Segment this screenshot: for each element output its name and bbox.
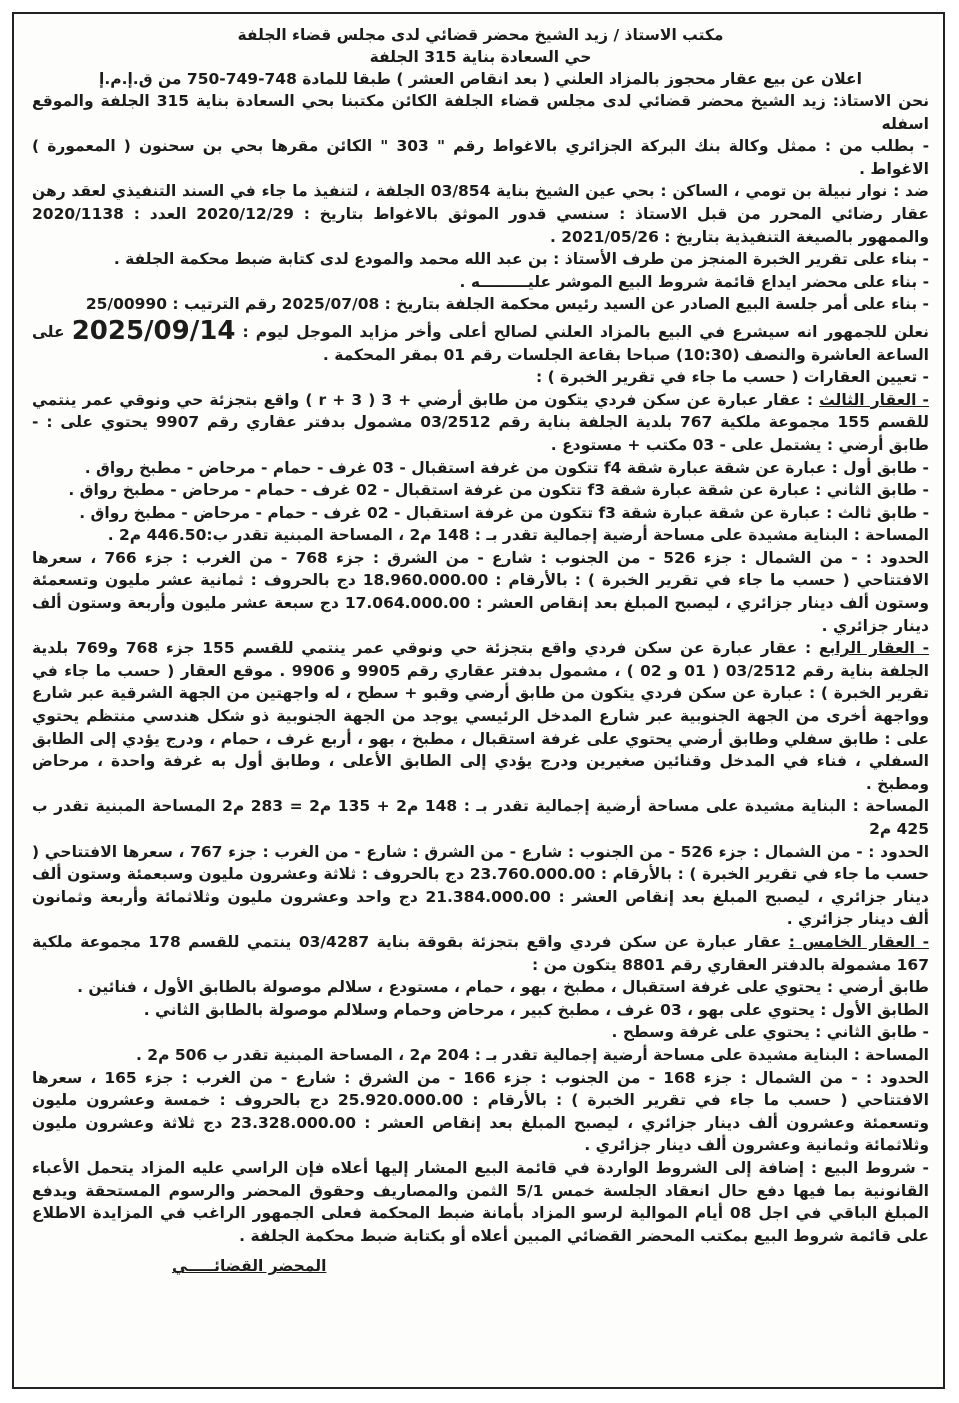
property-4-area: المساحة : البناية مشيدة على مساحة أرضية إجمالية تقدر بـ : 148 م2 + 135 م2 = 283 م2 المساحة المبنية تقدر ب 425 م2	[32, 797, 930, 838]
property-3-title: - العقار الثالث	[819, 390, 929, 409]
office-title: مكتب الاستاذ / زيد الشيخ محضر قضائي لدى مجلس قضاء الجلفة	[237, 26, 724, 44]
announcement-title: اعلان عن بيع عقار محجوز بالمزاد العلني ( بعد انقاص العشر ) طبقا للمادة 748-749-750 من ق.إ.م.إ	[99, 70, 862, 88]
property-5-bounds-price: الحدود : - من الشمال : جزء 168 - من الجنوب : جزء 166 - من الشرق : شارع - من الغرب : جزء 165 ، سعرها الافتتاحي ( حسب ما جاء في تقرير الخبرة ) : بالأرقام : 25.920.000.00 دج بالحروف : خمسة وعشرون مليون وتسعمئة وعشرون ألف دينار جزائري ، ليصبح المبلغ بعد إنقاص العشر : 23.328.000.00 دج ثلاثة وعشرون مليون وثلاثمائة وثمانية وعشرون ألف دينار جزائري .	[32, 1068, 929, 1155]
property-4-bounds-price: الحدود : - من الشمال : جزء 526 - من الجنوب : شارع - من الشرق : شارع - من الغرب : جزء 767 ، سعرها الافتتاحي ( حسب ما جاء في تقرير الخبرة ) : بالأرقام : 23.760.000.00 دج بالحروف : ثلاثة وعشرون مليون وسبعمئة وستون ألف دينار جزائري ، ليصبح المبلغ بعد إنقاص العشر : 21.384.000.00 دج واحد وعشرون مليون وثلاثمائة وأربعة وثمانون ألف دينار جزائري .	[32, 842, 930, 929]
property-3-floor-3: - طابق ثالث : عبارة عن شقة عبارة شقة f3 تتكون من غرفة استقبال - 02 غرف - حمام - مرحاض - مطبخ رواق .	[79, 503, 929, 522]
office-address: حي السعادة بناية 315 الجلفة	[369, 48, 592, 66]
property-4-lead: : عقار عبارة عن سكن فردي واقع بتجزئة حي ونوقي عمر ينتمي للقسم 155 جزء 768 و769 بلدية الجلفة بناية رقم 03/2512 ( 01 و 02 ) ، مشمول بدفتر عقاري رقم 9905 و 9906 . موقع العقار ( حسب ما جاء في تقرير الخبرة ) : عبارة عن سكن فردي يتكون من طابق أرضي وقبو + سطح ، له واجهتين من الجهة الشرقية عبر شارع وواجهة أخرى من الجهة الجنوبية عبر شارع المدخل الرئيسي يوجد من الجهة الجنوبية ذو شكل هندسي منتظم يحتوي على : طابق سفلي وطابق أرضي يحتوي على غرفة استقبال ، مطبخ ، بهو ، أربع غرف ، حمام ، ودرج يؤدي إلى الطابق السفلي ، فناء في المدخل وقنائين صغيرين ودرج يؤدي إلى الطابق الأعلى ، وطابق أول به غرفة واحدة ، مرحاض ومطبخ .	[32, 639, 929, 793]
property-5-title: - العقار الخامس :	[788, 932, 930, 951]
property-5-ground-floor: طابق أرضي : يحتوي على غرفة استقبال ، مطبخ ، بهو ، حمام ، مستودع ، سلالم موصولة بالطابق الأول ، فنائين .	[77, 978, 929, 997]
property-3-description	[32, 389, 929, 457]
announcement-content	[32, 24, 929, 1275]
property-5-description	[32, 931, 929, 976]
sale-date: 2025/09/14	[71, 315, 236, 346]
property-5-first-floor: الطابق الأول : يحتوي على بهو ، 03 غرف ، مطبخ كبير ، مرحاض وحمام وسلالم موصولة بالطابق الثاني .	[143, 1000, 929, 1019]
sale-conditions: - شروط البيع : إضافة إلى الشروط الواردة في قائمة البيع المشار إليها أعلاه فإن الراسي عليه المزاد يتحمل الأعباء القانونية بما فيها دفع حال انعقاد الجلسة خمس 5/1 الثمن والمصاريف وحقوق المحضر والرسوم المستحقة ويدفع المبلغ الباقي في اجل 08 أيام الموالية لرسو المزاد بأمانة ضبط المحكمة فعلى الجمهور الراغب في المزايدة الاطلاع على قائمة شروط البيع بمكتب المحضر القضائي المبين أعلاه أو بكتابة ضبط محكمة الجلفة .	[32, 1158, 929, 1245]
sale-text-after: على الساعة العاشرة والنصف (10:30) صباحا بقاعة الجلسات رقم 01 بمقر المحكمة .	[32, 322, 929, 364]
signature-label: المحضر القضائـــــي	[172, 1257, 327, 1276]
property-3-area: المساحة : البناية مشيدة على مساحة أرضية إجمالية تقدر بـ : 148 م2 ، المساحة المبنية تقدر ب:446.50 م2 .	[107, 526, 929, 545]
property-3-lead: : عقار عبارة عن سكن فردي يتكون من طابق أرضي + 3 ( 3 + r ) واقع بتجزئة حي ونوقي عمر ينتمي للقسم 155 مجموعة ملكية 767 بلدية الجلفة بناية رقم 03/2512 مشمول بدفتر عقاري رقم 9907 يحتوي على : - طابق أرضي : يشتمل على - 03 مكتب + مستودع .	[32, 390, 929, 454]
properties-designation: - تعيين العقارات ( حسب ما جاء في تقرير الخبرة ) :	[535, 368, 929, 387]
sale-paragraph	[32, 315, 929, 366]
property-3-floor-1: - طابق أول : عبارة عن شقة عبارة شقة f4 تتكون من غرفة استقبال - 03 غرف - حمام - مرحاض - مطبخ رواق .	[84, 458, 929, 477]
signature-block	[32, 1257, 929, 1275]
property-5-area: المساحة : البناية مشيدة على مساحة أرضية إجمالية تقدر بـ : 204 م2 ، المساحة المبنية تقدر ب 506 م2 .	[135, 1045, 929, 1064]
intro-expertise: - بناء على تقرير الخبرة المنجز من طرف الأستاذ : بن عبد الله محمد والمودع لدى كتابة ضبط محكمة الجلفة .	[113, 250, 929, 269]
sale-text-before: نعلن للجمهور انه سيشرع في البيع بالمزاد العلني لصالح أعلى وأخر مزايد الموجل ليوم :	[235, 322, 929, 341]
intro-requester: - بطلب من : ممثل وكالة بنك البركة الجزائري بالاغواط رقم " 303 " الكائن مقرها بحي بن سحنون ( المعمورة ) الاغواط .	[32, 137, 930, 178]
property-5-lead: عقار عبارة عن سكن فردي واقع بتجزئة بقوقة بناية 03/4287 ينتمي للقسم 178 مجموعة ملكية 167 مشمولة بالدفتر العقاري رقم 8801 يتكون من :	[32, 932, 929, 974]
intro-deposit: - بناء على محضر ايداع قائمة شروط البيع الموشر عليـــــــــه .	[459, 272, 929, 291]
property-3-bounds-price: الحدود : - من الشمال : جزء 526 - من الجنوب : شارع - من الشرق : جزء 768 - من الغرب : جزء 766 ، سعرها الافتتاحي ( حسب ما جاء في تقرير الخبرة ) : بالأرقام : 18.960.000.00 دج بالحروف : ثمانية عشر مليون وتسعمئة وستون ألف دينار جزائري ، ليصبح المبلغ بعد إنقاص العشر : 17.064.000.00 دج سبعة عشر مليون وأربعة وستون ألف دينار جزائري .	[32, 548, 930, 635]
intro-order: - بناء على أمر جلسة البيع الصادر عن السيد رئيس محكمة الجلفة بتاريخ : 2025/07/08 رقم الترتيب : 25/00990	[85, 295, 929, 314]
intro-bailiff: نحن الاستاذ: زيد الشيخ محضر قضائي لدى مجلس قضاء الجلفة الكائن مكتبنا بحي السعادة بناية 315 الجلفة والموقع اسفله	[32, 92, 930, 133]
property-5-second-floor: - طابق الثاني : يحتوي على غرفة وسطح .	[611, 1023, 929, 1042]
property-4-description	[32, 637, 929, 795]
property-4-title: - العقار الرابع	[818, 639, 930, 658]
property-3-floor-2: - طابق الثاني : عبارة عن شقة عبارة شقة f3 تتكون من غرفة استقبال - 02 غرف - حمام - مرحاض - مطبخ رواق .	[68, 481, 929, 500]
intro-defendant: ضد : نوار نبيلة بن تومي ، الساكن : بحي عين الشيخ بناية 03/854 الجلفة ، لتنفيذ ما جاء في السند التنفيذي لعقد رهن عقار رضائي المحرر من قبل الاستاذ : سنسي قدور الموثق بالاغواط بتاريخ : 2020/12/29 العدد : 2020/1138 والممهور بالصيغة التنفيذية بتاريخ : 2021/05/26 .	[32, 182, 929, 246]
announcement-page	[12, 12, 945, 1389]
